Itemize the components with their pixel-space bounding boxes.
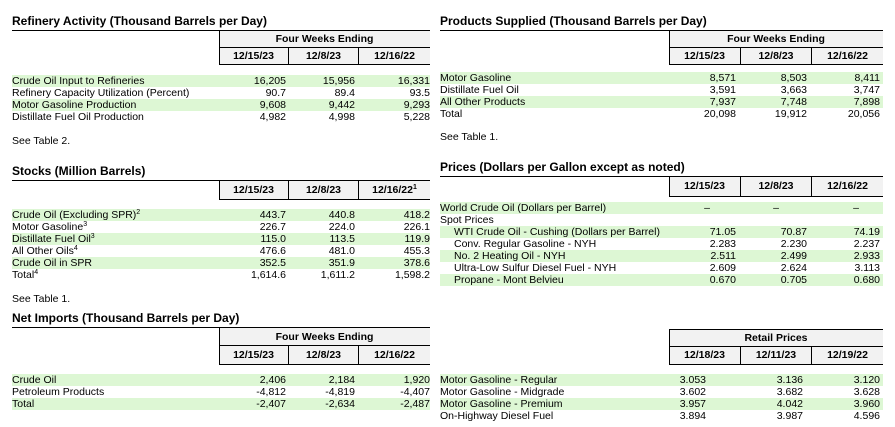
row-value: 15,956 — [322, 75, 355, 87]
row-label — [12, 233, 95, 245]
row-value: 3.113 — [854, 262, 880, 274]
row-value: 3,663 — [780, 84, 807, 96]
row-label-text: Crude Oil in SPR — [12, 257, 92, 269]
row-label: All Other Products — [440, 96, 526, 108]
row-value: 3,747 — [853, 84, 880, 96]
row-value: 3.136 — [776, 374, 803, 386]
refinery-col-1: 12/15/23 — [233, 50, 274, 62]
row-label: Distillate Fuel Oil Production — [12, 111, 144, 123]
row-value: 0.705 — [780, 274, 807, 286]
products-supplied-title: Products Supplied (Thousand Barrels per Day) — [440, 14, 707, 28]
table-row — [12, 245, 430, 257]
row-value: 5,228 — [403, 111, 430, 123]
row-value: 7,898 — [853, 96, 880, 108]
row-label-text: Crude Oil (Excluding SPR) — [12, 209, 137, 221]
row-value: 16,205 — [253, 75, 286, 87]
row-value: 3,591 — [709, 84, 736, 96]
refinery-header-divider — [219, 47, 430, 48]
row-value: 224.0 — [328, 221, 355, 233]
table-row — [440, 250, 883, 262]
table-row — [12, 398, 430, 410]
row-value: 90.7 — [265, 87, 286, 99]
stocks-col-1: 12/15/23 — [233, 184, 274, 196]
row-label: No. 2 Heating Oil - NYH — [454, 250, 566, 262]
row-value: 3.628 — [853, 386, 880, 398]
row-label: Motor Gasoline - Premium — [440, 398, 563, 410]
row-label: On-Highway Diesel Fuel — [440, 410, 554, 422]
table-row — [12, 386, 430, 398]
products-supplied-col-3: 12/16/22 — [827, 50, 868, 62]
row-value: 7,937 — [709, 96, 736, 108]
retail-col-1: 12/18/23 — [684, 349, 725, 361]
net-imports-header-divider — [219, 345, 430, 346]
refinery-col-2: 12/8/23 — [305, 50, 342, 62]
table-row — [440, 398, 883, 410]
row-value: -4,812 — [256, 386, 286, 398]
row-value: 9,293 — [403, 99, 430, 111]
row-label — [12, 269, 38, 281]
table-row — [12, 221, 430, 233]
row-value: 2.933 — [853, 250, 880, 262]
row-value: 351.9 — [328, 257, 355, 269]
table-row — [440, 202, 883, 214]
row-value: 3.957 — [679, 398, 706, 410]
row-label: Crude Oil Input to Refineries — [12, 75, 145, 87]
row-value: 3.960 — [853, 398, 880, 410]
refinery-note: See Table 2. — [12, 135, 71, 147]
row-value: 9,608 — [259, 99, 286, 111]
row-value: -4,819 — [325, 386, 355, 398]
row-value: 2.511 — [710, 250, 736, 262]
footnote-marker: 1 — [412, 184, 417, 191]
table-row — [12, 75, 430, 87]
row-value: -2,487 — [400, 398, 430, 410]
products-supplied-header-divider — [669, 47, 883, 48]
row-value: 418.2 — [403, 209, 430, 221]
table-row — [440, 108, 883, 120]
row-label: World Crude Oil (Dollars per Barrel) — [440, 202, 607, 214]
row-value: -4,407 — [400, 386, 430, 398]
table-row — [440, 386, 883, 398]
row-label — [12, 221, 87, 233]
row-value: 378.6 — [403, 257, 430, 269]
row-label — [12, 209, 140, 221]
row-value: 3.682 — [776, 386, 803, 398]
prices-col-2: 12/8/23 — [758, 180, 794, 192]
row-value: 226.1 — [403, 221, 430, 233]
row-value: 476.6 — [259, 245, 286, 257]
net-imports-title: Net Imports (Thousand Barrels per Day) — [12, 311, 240, 325]
refinery-col-3: 12/16/22 — [374, 50, 415, 62]
row-label: Total — [12, 398, 35, 410]
row-value: 3.894 — [679, 410, 706, 422]
stocks-col-3-text: 12/16/22 — [372, 184, 413, 196]
stocks-title: Stocks (Million Barrels) — [12, 164, 146, 178]
row-value: 9,442 — [328, 99, 355, 111]
row-value: – — [704, 202, 710, 214]
row-value: -2,634 — [325, 398, 355, 410]
row-label: Motor Gasoline - Midgrade — [440, 386, 565, 398]
row-value: 20,056 — [847, 108, 880, 120]
row-value: 1,611.2 — [320, 269, 355, 281]
row-label-text: Distillate Fuel Oil — [12, 233, 91, 245]
stocks-col-2: 12/8/23 — [305, 184, 342, 196]
prices-col-1: 12/15/23 — [684, 180, 725, 192]
row-value: 352.5 — [259, 257, 286, 269]
row-label: Spot Prices — [440, 214, 494, 226]
row-value: 2.283 — [709, 238, 736, 250]
row-label-text: All Other Oils — [12, 245, 74, 257]
row-value: 119.9 — [404, 233, 430, 245]
row-value: 2.230 — [780, 238, 807, 250]
prices-col-3: 12/16/22 — [827, 180, 868, 192]
table-row — [12, 374, 430, 386]
retail-col-3: 12/19/22 — [827, 349, 868, 361]
row-label: Motor Gasoline Production — [12, 99, 137, 111]
row-value: 0.680 — [853, 274, 880, 286]
row-value: 2,184 — [328, 374, 355, 386]
row-label: WTI Crude Oil - Cushing (Dollars per Barrel) — [454, 226, 660, 238]
row-value: 7,748 — [780, 96, 807, 108]
row-label: Total — [440, 108, 463, 120]
stocks-note: See Table 1. — [12, 293, 71, 305]
row-value: 481.0 — [328, 245, 355, 257]
table-row — [12, 111, 430, 123]
footnote-marker: 3 — [83, 221, 88, 228]
row-value: 20,098 — [703, 108, 736, 120]
row-label: Motor Gasoline - Regular — [440, 374, 558, 386]
net-imports-group-label: Four Weeks Ending — [275, 331, 374, 343]
row-value: 4,998 — [328, 111, 355, 123]
row-value: 70.87 — [780, 226, 807, 238]
row-value: 74.19 — [853, 226, 880, 238]
products-supplied-col-2: 12/8/23 — [758, 50, 794, 62]
prices-title: Prices (Dollars per Gallon except as noted) — [440, 160, 685, 174]
row-value: 1,598.2 — [394, 269, 430, 281]
row-value: 8,571 — [709, 72, 736, 84]
row-value: 3.120 — [853, 374, 880, 386]
row-value: 226.7 — [259, 221, 286, 233]
table-row — [440, 226, 883, 238]
row-value: 89.4 — [334, 87, 355, 99]
row-value: 71.05 — [709, 226, 736, 238]
row-value: 4,982 — [259, 111, 286, 123]
table-row — [440, 214, 883, 226]
footnote-marker: 4 — [73, 245, 78, 252]
row-label: Conv. Regular Gasoline - NYH — [454, 238, 597, 250]
row-value: 4.042 — [776, 398, 803, 410]
table-row — [440, 274, 883, 286]
refinery-title: Refinery Activity (Thousand Barrels per Day) — [12, 14, 267, 28]
table-row — [12, 99, 430, 111]
row-value: – — [773, 202, 779, 214]
table-row — [12, 233, 430, 245]
table-row — [12, 209, 430, 221]
net-imports-col-2: 12/8/23 — [305, 349, 342, 361]
row-value: -2,407 — [256, 398, 286, 410]
row-label: Distillate Fuel Oil — [440, 84, 519, 96]
table-row — [440, 374, 883, 386]
row-value: 3.053 — [679, 374, 706, 386]
row-label: Refinery Capacity Utilization (Percent) — [12, 87, 190, 99]
row-value: 1,614.6 — [250, 269, 286, 281]
row-value: 8,411 — [854, 72, 880, 84]
table-row — [440, 238, 883, 250]
row-label — [12, 257, 92, 269]
row-label: Motor Gasoline — [440, 72, 512, 84]
products-supplied-group-label: Four Weeks Ending — [727, 33, 825, 45]
row-value: 115.0 — [260, 233, 286, 245]
row-value: 440.8 — [328, 209, 355, 221]
table-row — [440, 72, 883, 84]
row-label — [12, 245, 78, 257]
row-label-text: Motor Gasoline — [12, 221, 84, 233]
row-value: 16,331 — [397, 75, 430, 87]
row-label-text: Total — [12, 269, 35, 281]
net-imports-col-3: 12/16/22 — [374, 349, 415, 361]
products-supplied-note: See Table 1. — [440, 131, 499, 143]
retail-col-2: 12/11/23 — [755, 349, 797, 361]
footnote-marker: 3 — [90, 233, 95, 240]
row-value: 113.5 — [329, 233, 355, 245]
row-label: Ultra-Low Sulfur Diesel Fuel - NYH — [454, 262, 617, 274]
footnote-marker: 2 — [136, 209, 141, 216]
row-value: 3.602 — [679, 386, 706, 398]
row-value: 443.7 — [259, 209, 286, 221]
row-value: 2.624 — [780, 262, 807, 274]
table-row — [12, 257, 430, 269]
row-value: 0.670 — [709, 274, 736, 286]
row-value: 455.3 — [403, 245, 430, 257]
row-value: 2,406 — [259, 374, 286, 386]
table-row — [440, 410, 883, 422]
row-value: 2.499 — [780, 250, 807, 262]
row-value: 2.609 — [709, 262, 736, 274]
retail-group-label: Retail Prices — [744, 332, 808, 344]
row-label: Crude Oil — [12, 374, 57, 386]
stocks-col-3 — [359, 183, 430, 197]
table-row — [440, 262, 883, 274]
row-value: 3.987 — [776, 410, 803, 422]
row-value: 4.596 — [853, 410, 880, 422]
table-row — [12, 87, 430, 99]
table-row — [440, 84, 883, 96]
footnote-marker: 4 — [34, 269, 39, 276]
row-value: 19,912 — [774, 108, 807, 120]
row-value: 1,920 — [403, 374, 430, 386]
products-supplied-col-1: 12/15/23 — [684, 50, 725, 62]
row-value: 93.5 — [409, 87, 430, 99]
row-value: – — [853, 202, 859, 214]
row-label: Petroleum Products — [12, 386, 105, 398]
row-value: 8,503 — [780, 72, 807, 84]
row-value: 2.237 — [853, 238, 880, 250]
table-row — [440, 96, 883, 108]
row-label: Propane - Mont Belvieu — [454, 274, 564, 286]
table-row — [12, 269, 430, 281]
refinery-group-label: Four Weeks Ending — [275, 33, 374, 45]
net-imports-col-1: 12/15/23 — [233, 349, 274, 361]
retail-header-divider — [669, 346, 883, 347]
